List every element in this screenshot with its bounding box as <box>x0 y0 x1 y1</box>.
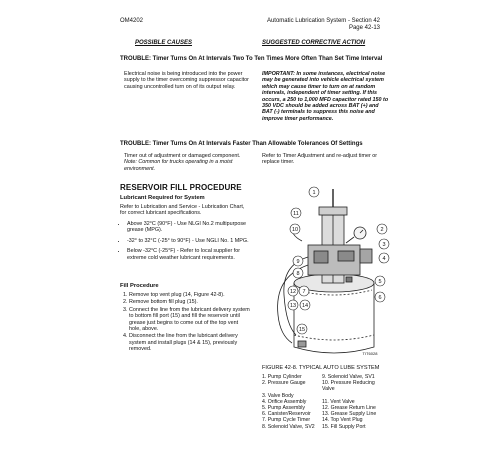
callout-14 <box>300 300 310 310</box>
callout-7 <box>299 286 309 296</box>
svg-text:11: 11 <box>293 211 299 217</box>
svg-text:7: 7 <box>302 289 306 295</box>
bullet-item: • Above 32°C (90°F) - Use NLGI No.2 multipurpose grease (MPG). <box>127 221 250 234</box>
svg-text:8: 8 <box>296 271 300 277</box>
legend-item: 1. Pump Cylinder <box>262 374 302 380</box>
callout-12 <box>288 286 298 296</box>
svg-text:14: 14 <box>301 303 309 309</box>
step-item: 1. Remove top vent plug (14, Figure 42-8). <box>129 292 250 298</box>
reservoir-fill-title: RESERVOIR FILL PROCEDURE <box>120 183 242 192</box>
possible-causes-heading: POSSIBLE CAUSES <box>135 40 193 46</box>
step-item: 4. Disconnect the line from the lubricant delivery system and install plugs (14 & 15), previously removed. <box>129 333 250 352</box>
trouble-1-action: IMPORTANT: In some instances, electrical noise may be generated into vehicle electrical system which may cause timer to turn on at random intervals, independent of timer setting. If this occurs, a 250 to 1,000 MFD capacitor rated 150 to 350 VDC should be added across BAT (+) and BAT (-) terminals to suppress this noise and improve timer performance. <box>262 71 389 122</box>
svg-text:15: 15 <box>298 327 306 333</box>
legend-item: 12. Grease Return Line <box>322 405 376 412</box>
callout-13 <box>288 300 298 310</box>
fill-steps <box>120 292 250 354</box>
page-number: Page 42-13 <box>348 25 380 31</box>
trouble-2-action: Refer to Timer Adjustment and re-adjust timer or replace timer. <box>262 153 378 166</box>
svg-text:6: 6 <box>378 295 382 301</box>
svg-text:13: 13 <box>289 303 297 309</box>
auto-lube-system-illustration <box>262 185 392 363</box>
legend-item: 8. Solenoid Valve, SV2 <box>262 423 315 430</box>
svg-text:12: 12 <box>289 289 297 295</box>
bullet-item: • Below -32°C (-25°F) - Refer to local supplier for extreme cold weather lubricant requirements. <box>127 248 250 261</box>
bullet-item: • -32° to 32°C (-25° to 90°F) - Use NGLI No. 1 MPG. <box>127 238 250 244</box>
legend-item: 11. Vent Valve <box>322 398 355 405</box>
callout-1 <box>309 187 319 197</box>
svg-text:1: 1 <box>312 190 316 196</box>
legend-item: 2. Pressure Gauge <box>262 380 306 387</box>
figure-legend <box>262 374 387 430</box>
trouble-2-cause-note: Note: Common for trucks operating in a moist environment. <box>124 159 233 172</box>
trouble-2-title: TROUBLE: Timer Turns On At Intervals Faster Than Allowable Tolerances Of Settings <box>120 141 363 147</box>
lubricant-bullets <box>120 221 250 265</box>
doc-id: OM4202 <box>120 18 144 24</box>
figure-caption: FIGURE 42-8. TYPICAL AUTO LUBE SYSTEM <box>262 365 380 371</box>
callout-2 <box>377 224 387 234</box>
legend-item: 10. Pressure Reducing Valve <box>322 380 375 393</box>
legend-item: 7. Pump Cycle Timer <box>262 417 311 424</box>
svg-text:4: 4 <box>382 256 386 262</box>
svg-text:5: 5 <box>378 279 382 285</box>
callout-3 <box>379 239 389 249</box>
fill-procedure-heading: Fill Procedure <box>120 283 159 289</box>
trouble-2-cause-text: Timer out of adjustment or damaged component. <box>124 153 241 159</box>
svg-text:9: 9 <box>296 259 300 265</box>
trouble-1-title: TROUBLE: Timer Turns On At Intervals Two To Ten Times More Often Than Set Time Interval <box>120 56 383 62</box>
lubricant-intro: Refer to Lubrication and Service - Lubrication Chart, for correct lubricant specifications. <box>120 204 245 217</box>
legend-item: 5. Pump Assembly <box>262 405 305 412</box>
callout-9 <box>293 256 303 266</box>
legend-item: 15. Fill Supply Port <box>322 423 366 430</box>
callout-5 <box>375 276 385 286</box>
legend-item: 6. Canister/Reservoir <box>262 411 311 418</box>
callout-8 <box>293 268 303 278</box>
legend-item: 4. Orifice Assembly <box>262 398 307 405</box>
figure-part-code: TIT6028 <box>362 351 378 356</box>
legend-item: 9. Solenoid Valve, SV1 <box>322 374 375 380</box>
svg-text:3: 3 <box>382 242 386 248</box>
callout-11 <box>291 208 301 218</box>
callout-4 <box>379 253 389 263</box>
legend-item: 3. Valve Body <box>262 392 294 399</box>
trouble-1-cause: Electrical noise is being introduced into the power supply to the timer overcoming suppressor capacitor causing uncontrolled turn on of its output relay. <box>124 71 249 90</box>
step-item: 3. Connect the line from the lubricant delivery system to bottom fill port (15) and fill the reservoir until grease just begins to come out of the top vent hole, above. <box>129 307 250 333</box>
trouble-2-cause <box>124 153 251 172</box>
callout-6 <box>375 292 385 302</box>
svg-text:2: 2 <box>380 227 384 233</box>
svg-text:10: 10 <box>291 227 299 233</box>
corrective-action-heading: SUGGESTED CORRECTIVE ACTION <box>262 40 366 46</box>
legend-item: 13. Grease Supply Line <box>322 411 377 418</box>
legend-item: 14. Top Vent Plug <box>322 417 363 424</box>
section-header <box>267 18 380 32</box>
lubricant-heading: Lubricant Required for System <box>120 195 205 201</box>
section-title: Automatic Lubrication System - Section 42 <box>266 18 380 24</box>
step-item: 2. Remove bottom fill plug (15). <box>129 299 250 305</box>
callout-15 <box>297 324 307 334</box>
callout-10 <box>290 224 300 234</box>
